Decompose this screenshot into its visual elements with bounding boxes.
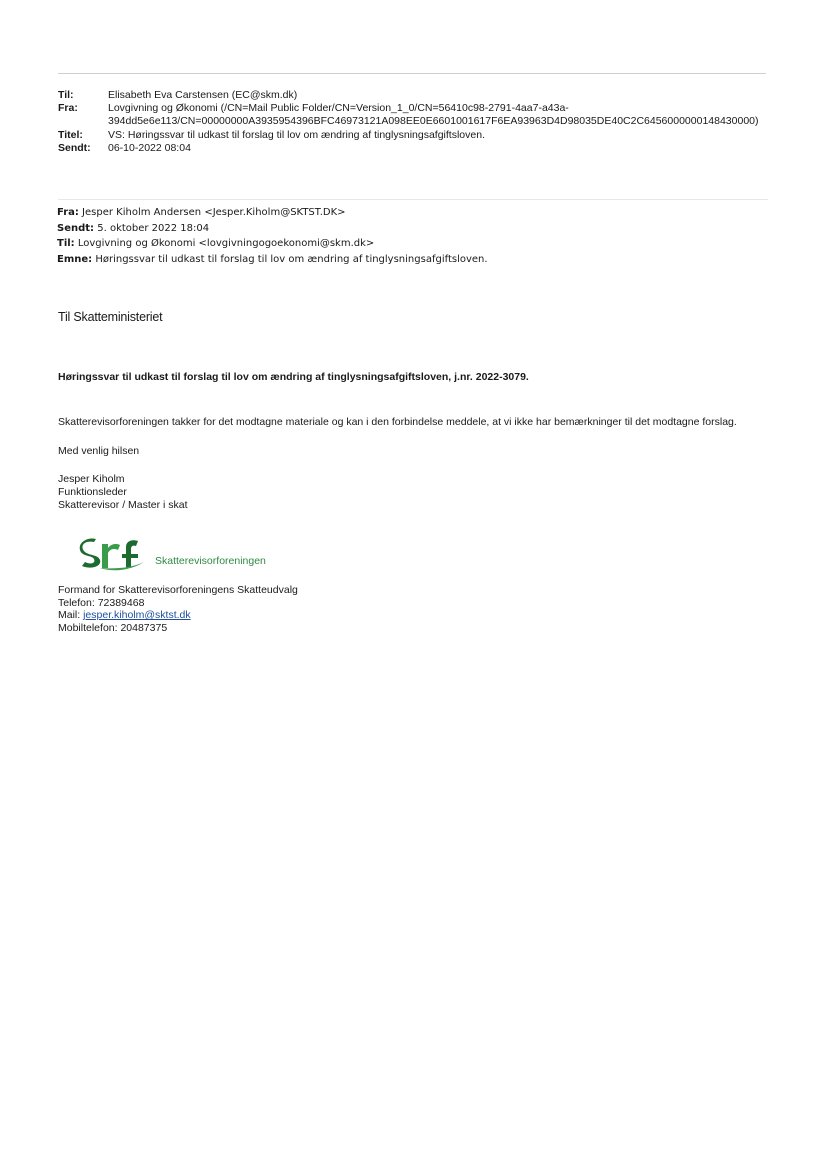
original-to-label: Til: (57, 238, 75, 250)
forward-to-value: Elisabeth Eva Carstensen (EC@skm.dk) (108, 89, 298, 101)
mail-link[interactable]: jesper.kiholm@sktst.dk (83, 609, 191, 622)
original-from-value: Jesper Kiholm Andersen <Jesper.Kiholm@SKTST.DK> (78, 207, 346, 218)
original-subject-label: Emne: (57, 253, 93, 265)
signature-title: Skatterevisor / Master i skat (58, 499, 188, 511)
logo-wordmark: Skatterevisorforeningen (155, 555, 266, 567)
original-to-value: Lovgivning og Økonomi <lovgivningogoekonomi@skm.dk> (74, 238, 375, 250)
contact-block (58, 584, 298, 634)
closing-line: Med venlig hilsen (58, 445, 140, 457)
srf-logo (78, 538, 150, 572)
original-from-label: Fra: (57, 207, 79, 218)
forward-to-label: Til: (58, 89, 74, 101)
original-sent-label: Sendt: (57, 222, 95, 234)
original-header (57, 205, 488, 267)
forward-sent-row (58, 142, 759, 155)
mail-line (58, 609, 298, 622)
greeting: Til Skatteministeriet (58, 310, 163, 324)
mail-label: Mail: (58, 609, 84, 622)
original-to-row (57, 236, 488, 252)
mobile-line: Mobiltelefon: 20487375 (58, 621, 168, 634)
signature-block (58, 473, 188, 512)
forward-header (58, 89, 759, 155)
forward-title-value: VS: Høringssvar til udkast til forslag til lov om ændring af tinglysningsafgiftsloven. (108, 128, 485, 141)
forward-title-label: Titel: (58, 128, 83, 141)
forward-from-continuation-row (58, 115, 759, 128)
phone-line: Telefon: 72389468 (58, 596, 145, 609)
letter-paragraph: Skatterevisorforeningen takker for det modtagne materiale og kan i den forbindelse meddele, at vi ikke har bemærkninger til det modtagne forslag. (58, 416, 737, 428)
letter-subject: Høringssvar til udkast til forslag til lov om ændring af tinglysningsafgiftsloven, j.nr. 2022-3079. (58, 371, 529, 383)
forward-to-row (58, 89, 759, 102)
forward-sent-value: 06-10-2022 08:04 (108, 141, 191, 154)
original-subject-value: Høringssvar til udkast til forslag til lov om ændring af tinglysningsafgiftsloven. (92, 253, 488, 265)
forward-title-row (58, 129, 759, 142)
original-sent-value: 5. oktober 2022 18:04 (94, 222, 210, 234)
forward-from-row (58, 102, 759, 115)
original-subject-row (57, 252, 488, 268)
top-divider (58, 73, 766, 74)
org-line: Formand for Skatterevisorforeningens Skatteudvalg (58, 584, 298, 596)
signature-role: Funktionsleder (58, 486, 127, 498)
original-sent-row (57, 221, 488, 237)
header-separator (58, 199, 768, 200)
forward-from-label: Fra: (58, 102, 78, 115)
forward-from-value-line2: 394dd5e6e113/CN=00000000A3935954396BFC46973121A098EE0E6601001617F6EA93963D4D98035DE40C2C6456000000148430000) (108, 115, 759, 128)
signature-name: Jesper Kiholm (58, 473, 125, 485)
forward-sent-label: Sendt: (58, 141, 91, 154)
original-from-row (57, 205, 488, 221)
forward-from-value-line1: Lovgivning og Økonomi (/CN=Mail Public Folder/CN=Version_1_0/CN=56410c98-2791-4aa7-a43a- (108, 102, 569, 115)
